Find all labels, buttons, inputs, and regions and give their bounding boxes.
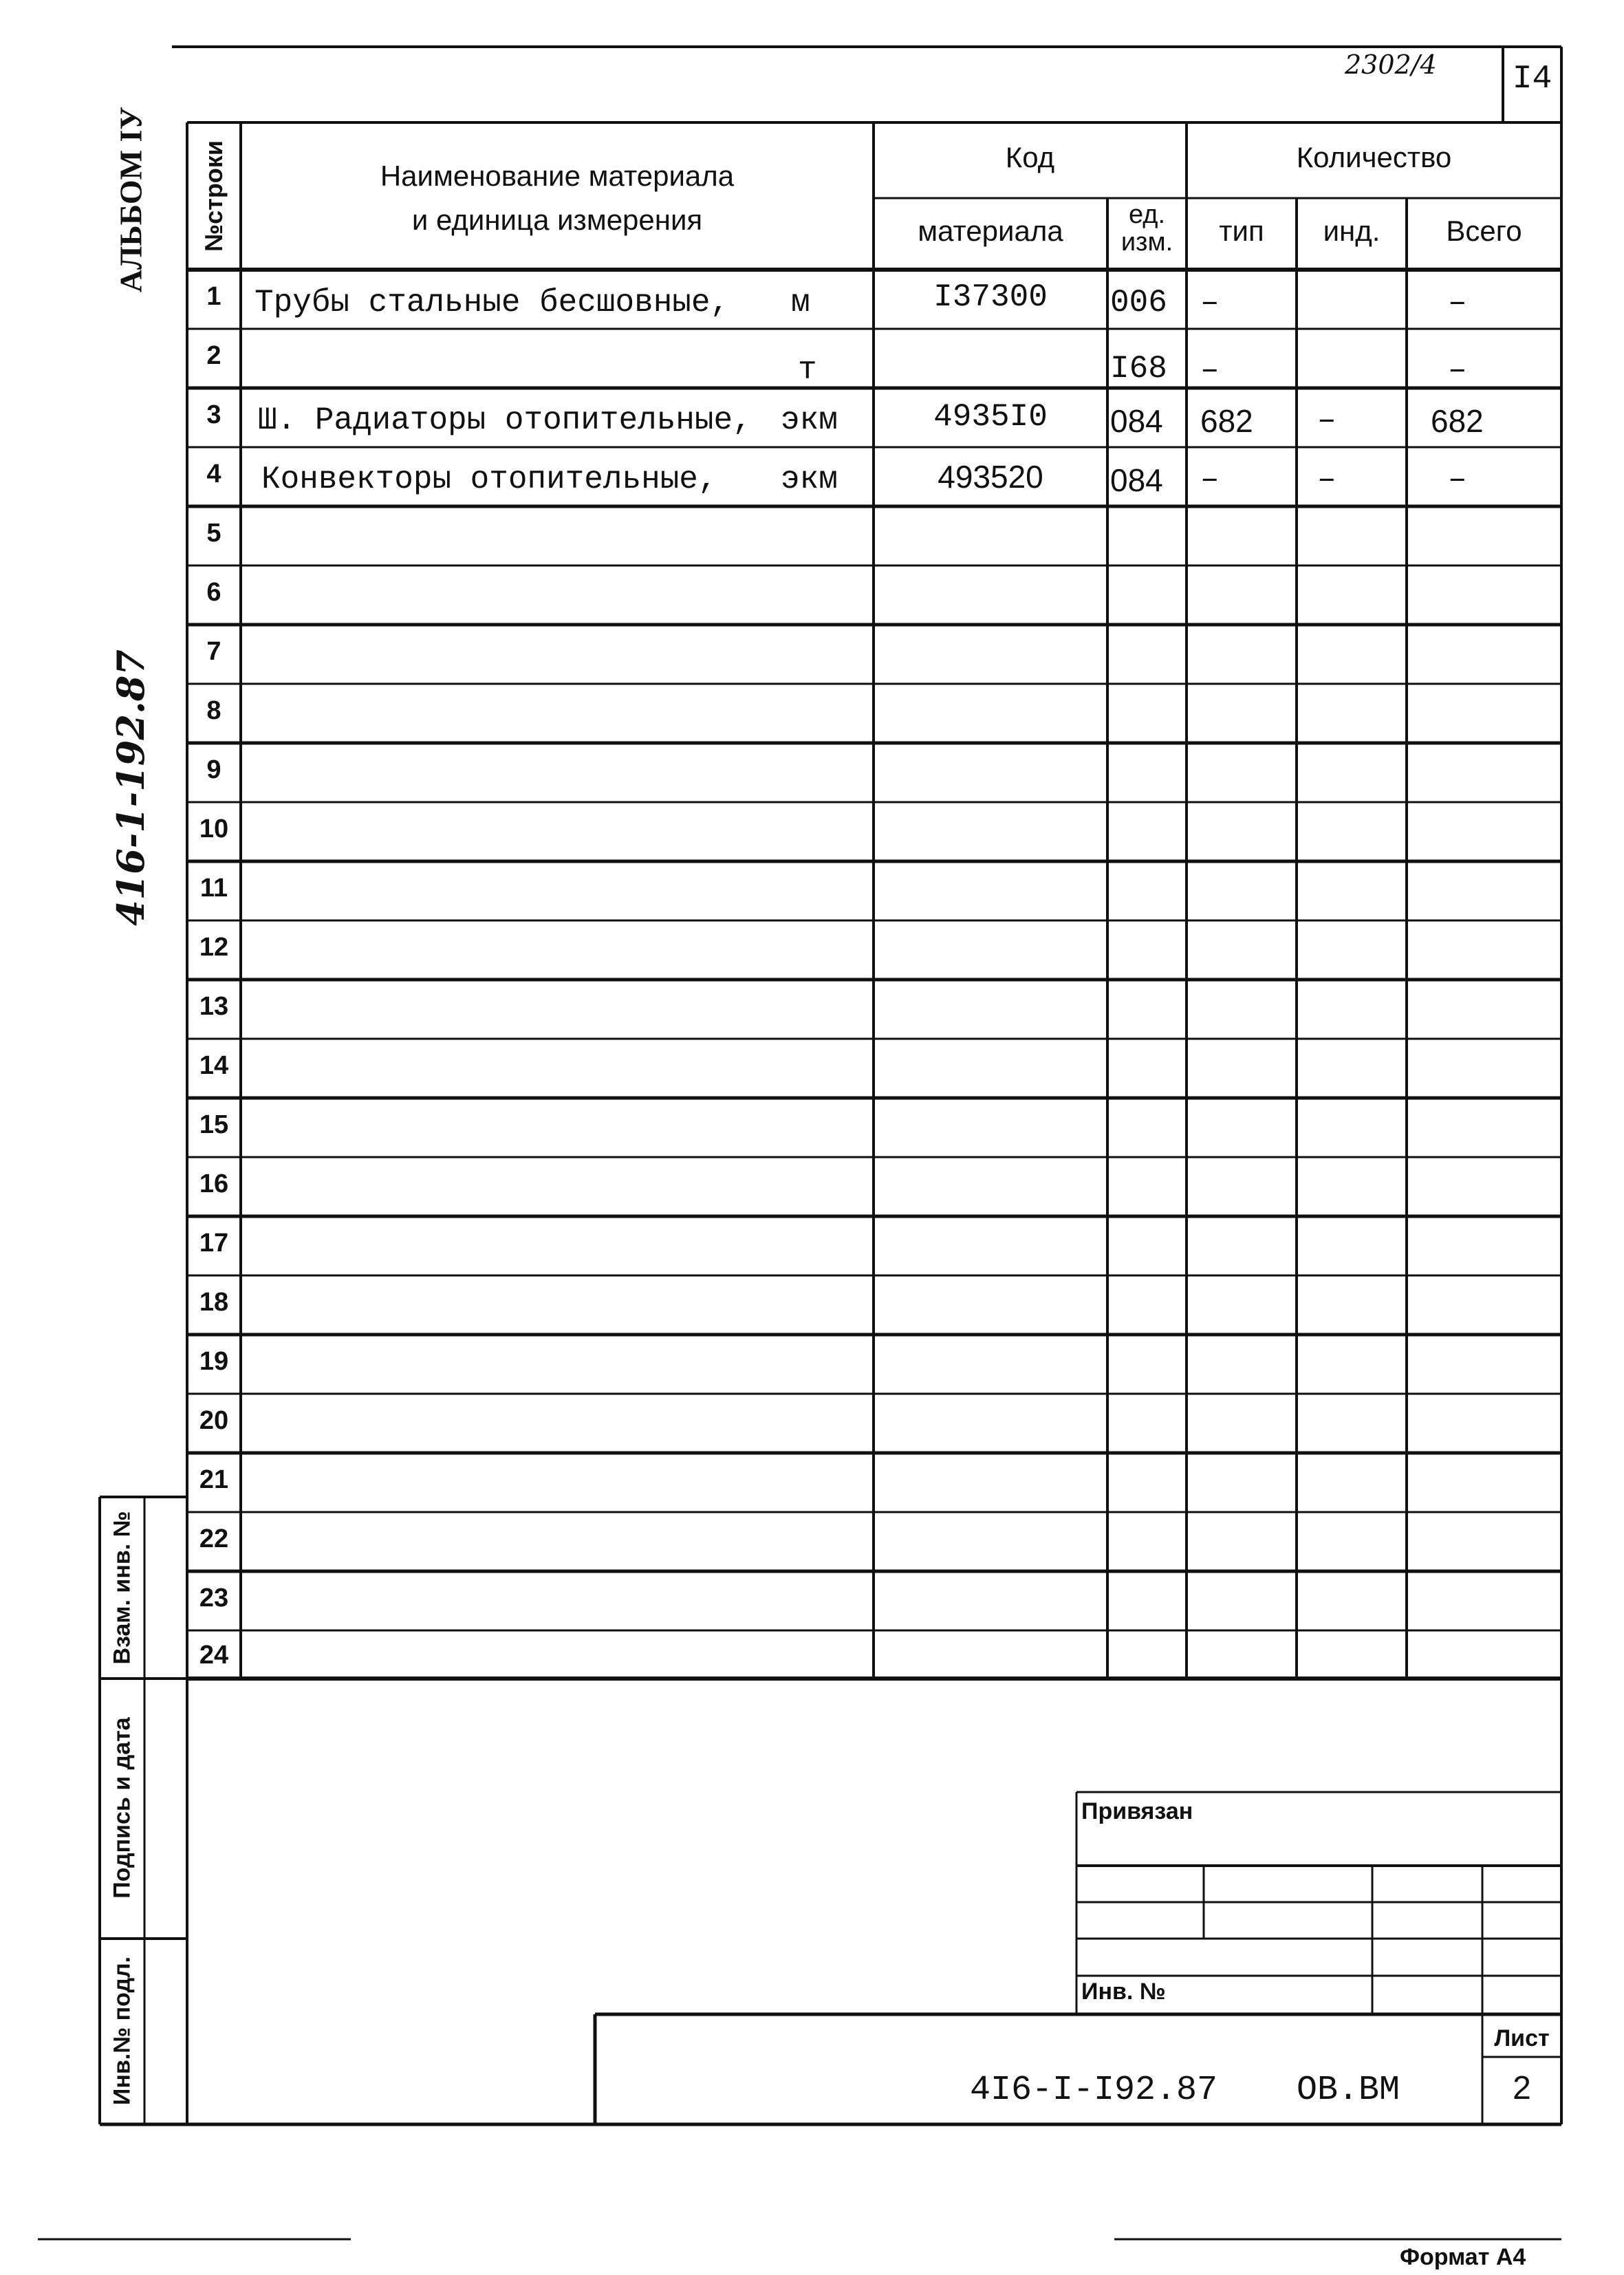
format-label: Формат А4 xyxy=(1400,2244,1526,2270)
row-number: 8 xyxy=(206,696,221,725)
col-code: Код xyxy=(1005,141,1055,173)
row-number: 11 xyxy=(199,874,228,903)
material-code: 4935I0 xyxy=(933,399,1048,435)
row-number: 23 xyxy=(199,1584,229,1613)
unit-code: 084 xyxy=(1110,403,1163,439)
qty-total: – xyxy=(1448,352,1467,388)
col-name-line1: Наименование материала xyxy=(380,160,735,192)
material-name: Конвекторы отопительные, xyxy=(261,462,717,497)
material-unit: м xyxy=(791,285,810,321)
row-number: 5 xyxy=(206,519,221,548)
row-number: 22 xyxy=(199,1524,229,1553)
qty-ind: – xyxy=(1317,402,1336,438)
stamp-inv-podl: Инв.№ подл. xyxy=(109,1956,136,2106)
privyazan-label: Привязан xyxy=(1081,1798,1193,1824)
page-number: I4 xyxy=(1512,61,1552,98)
album-label: АЛЬБОМ IУ xyxy=(113,106,149,293)
project-code-handwritten: 416-1-192.87 xyxy=(109,649,153,926)
unit-code: 006 xyxy=(1110,285,1167,321)
row-number: 21 xyxy=(199,1465,229,1494)
list-number: 2 xyxy=(1513,2070,1531,2106)
row-number: 13 xyxy=(199,992,229,1021)
qty-total: – xyxy=(1448,462,1467,497)
col-qty: Количество xyxy=(1296,141,1452,173)
handwritten-number: 2302/4 xyxy=(1345,50,1437,80)
row-number: 15 xyxy=(199,1110,229,1139)
col-qty-type: тип xyxy=(1219,215,1264,247)
row-number: 9 xyxy=(206,755,221,784)
row-number: 3 xyxy=(206,400,221,429)
stamp-vzam-inv: Взам. инв. № xyxy=(109,1511,136,1665)
inv-no-label: Инв. № xyxy=(1081,1979,1166,2005)
document-type: ОВ.ВМ xyxy=(1297,2071,1400,2110)
row-number: 14 xyxy=(199,1051,229,1080)
row-number: 18 xyxy=(199,1288,229,1317)
col-name-line2: и единица измерения xyxy=(411,204,703,236)
material-unit: экм xyxy=(781,402,838,438)
stamp-podpis-data: Подпись и дата xyxy=(109,1717,136,1899)
row-number: 16 xyxy=(199,1169,229,1198)
row-number: 20 xyxy=(199,1406,229,1435)
material-code: 493520 xyxy=(938,459,1043,495)
row-number: 19 xyxy=(199,1347,229,1376)
unit-code: I68 xyxy=(1110,351,1167,387)
material-name: Ш. Радиаторы отопительные, xyxy=(258,402,752,438)
col-code-material: материала xyxy=(918,215,1063,247)
row-number: 24 xyxy=(199,1641,229,1670)
row-number: 2 xyxy=(206,341,221,370)
material-unit: т xyxy=(798,352,817,388)
row-number: 17 xyxy=(199,1229,229,1258)
row-number: 1 xyxy=(206,282,221,311)
row-number: 4 xyxy=(206,460,221,488)
row-number: 6 xyxy=(206,578,221,607)
qty-total: – xyxy=(1448,285,1467,321)
row-number: 7 xyxy=(206,637,221,666)
document-code: 4I6-I-I92.87 xyxy=(970,2071,1218,2110)
qty-ind: – xyxy=(1317,462,1336,497)
unit-code: 084 xyxy=(1110,462,1163,498)
material-unit: экм xyxy=(781,462,838,497)
material-name: Трубы стальные бесшовные, xyxy=(255,285,730,321)
qty-type: – xyxy=(1200,462,1220,497)
col-row-no: №строки xyxy=(199,140,228,252)
col-code-unit: ед. изм. xyxy=(1120,200,1173,257)
qty-type: – xyxy=(1200,352,1220,388)
list-label: Лист xyxy=(1494,2025,1550,2051)
qty-type: – xyxy=(1200,285,1220,321)
qty-type: 682 xyxy=(1200,403,1253,439)
material-code: I37300 xyxy=(933,279,1048,315)
row-number: 12 xyxy=(199,933,229,962)
qty-total: 682 xyxy=(1431,403,1484,439)
col-qty-total: Всего xyxy=(1446,215,1522,247)
col-qty-ind: инд. xyxy=(1323,215,1381,247)
row-number: 10 xyxy=(199,815,229,843)
